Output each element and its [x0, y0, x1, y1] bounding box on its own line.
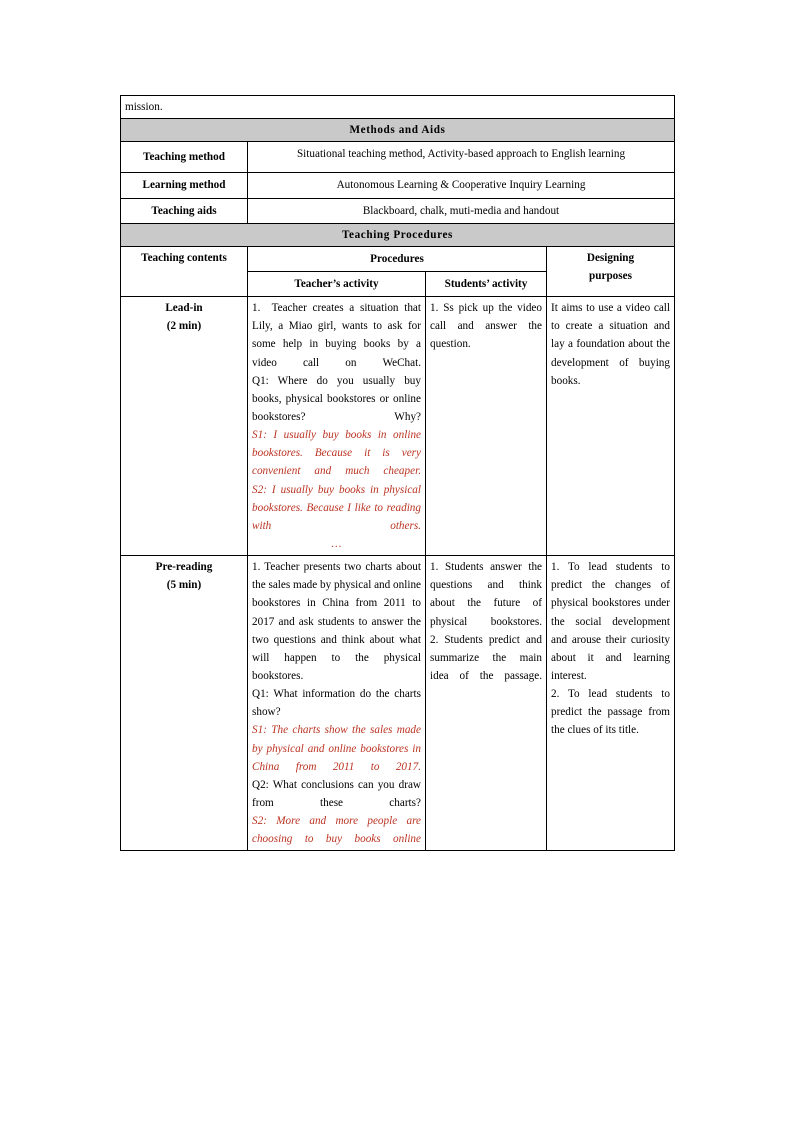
learning-method-value: Autonomous Learning & Cooperative Inquiry Learning [248, 173, 675, 198]
table-row-continued [121, 96, 675, 119]
table-row-procedures-band [121, 223, 675, 246]
stage-name-pre-reading: Pre-reading [155, 561, 213, 574]
students-activity-item-2: 2. Students predict and summarize the main idea of the passage. [430, 633, 542, 682]
document-page [120, 95, 674, 851]
methods-and-aids-title: Methods and Aids [121, 119, 675, 142]
teacher-activity-question-1: Q1: Where do you usually buy books, physical bookstores or online bookstores? Why? [252, 374, 421, 423]
teaching-aids-label: Teaching aids [121, 198, 248, 223]
header-students-activity: Students’ activity [426, 271, 547, 296]
stage-label-pre-reading [121, 556, 248, 851]
table-row-header-top [121, 246, 675, 271]
header-teachers-activity: Teacher’s activity [248, 271, 426, 296]
table-row-stage-pre-reading [121, 556, 675, 851]
table-row-teaching-method [121, 142, 675, 173]
students-activity-item-1: 1. Students answer the questions and think about the future of physical bookstores. [430, 561, 542, 628]
teacher-activity-question-1: Q1: What information do the charts show? [252, 688, 421, 719]
teacher-activity-question-2: Q2: What conclusions can you draw from these charts? [252, 778, 421, 809]
student-answer-s2: S2: More and more people are choosing to buy books online [252, 815, 421, 846]
stage-label-lead-in [121, 297, 248, 556]
designing-purpose-item-1: 1. To lead students to predict the changes of physical bookstores under the social development and arouse their curiosity about it and learning interest. [551, 561, 670, 682]
teaching-aids-value: Blackboard, chalk, muti-media and handout [248, 198, 675, 223]
header-teaching-contents: Teaching contents [121, 246, 248, 296]
teaching-method-label: Teaching method [121, 142, 248, 173]
table-row-methods-band [121, 119, 675, 142]
pre-reading-designing-purposes [547, 556, 675, 851]
student-answer-s1: S1: The charts show the sales made by physical and online bookstores in China from 2011 to 2017. [252, 724, 421, 773]
header-designing-purposes-line2: purposes [589, 269, 632, 282]
teacher-activity-para: 1. Teacher presents two charts about the sales made by physical and online bookstores in China from 2011 to 2017 and ask students to answer the two questions and think about what will happen to the physical bookstores. [252, 561, 422, 682]
lesson-plan-table [120, 95, 675, 851]
teaching-method-value: Situational teaching method, Activity-based approach to English learning [248, 142, 675, 173]
student-answer-s1: S1: I usually buy books in online bookstores. Because it is very convenient and much cheaper. [252, 429, 421, 478]
stage-name-lead-in: Lead-in [165, 302, 203, 315]
pre-reading-students-activity [426, 556, 547, 851]
teacher-activity-para: 1. Teacher creates a situation that Lily, a Miao girl, wants to ask for some help in buying books by a video call on WeChat. [252, 302, 421, 369]
pre-reading-teacher-activity [248, 556, 426, 851]
lead-in-designing-purposes [547, 297, 675, 556]
continued-text-cell: mission. [121, 96, 675, 119]
table-row-teaching-aids [121, 198, 675, 223]
stage-time-pre-reading: (5 min) [166, 579, 202, 592]
students-activity-para: 1. Ss pick up the video call and answer the question. [430, 302, 542, 351]
teaching-procedures-title: Teaching Procedures [121, 223, 675, 246]
header-procedures: Procedures [248, 246, 547, 271]
header-designing-purposes [547, 246, 675, 296]
header-designing-purposes-line1: Designing [586, 251, 635, 264]
stage-time-lead-in: (2 min) [166, 320, 202, 333]
student-answer-s2: S2: I usually buy books in physical bookstores. Because I like to reading with others. [252, 483, 421, 532]
lead-in-teacher-activity [248, 297, 426, 556]
table-row-learning-method [121, 173, 675, 198]
designing-purpose-para: It aims to use a video call to create a situation and lay a foundation about the development of buying books. [551, 302, 670, 387]
table-row-stage-lead-in [121, 297, 675, 556]
lead-in-students-activity [426, 297, 547, 556]
designing-purpose-item-2: 2. To lead students to predict the passage from the clues of its title. [551, 688, 670, 737]
student-answer-ellipsis: … [331, 537, 342, 550]
learning-method-label: Learning method [121, 173, 248, 198]
